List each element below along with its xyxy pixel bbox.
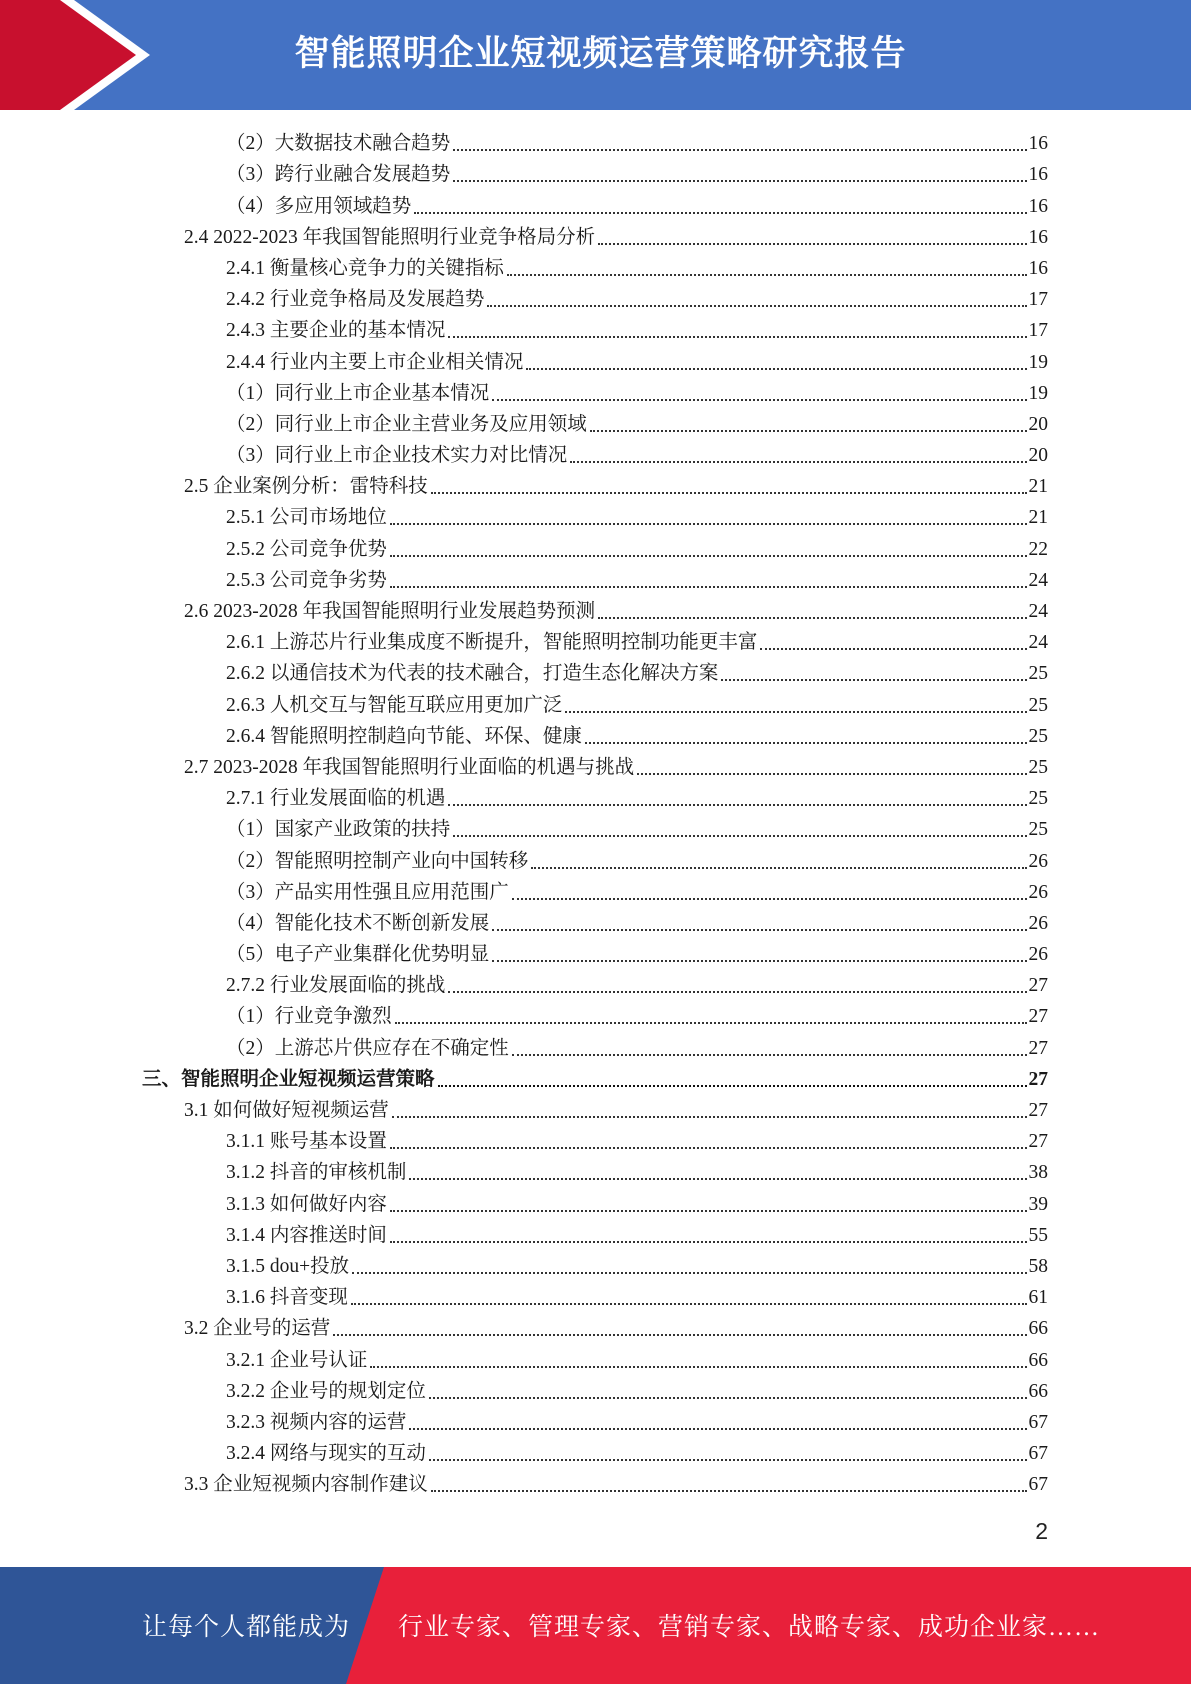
toc-dot-leader <box>453 180 1026 182</box>
toc-entry[interactable] <box>0 626 1191 657</box>
toc-dot-leader <box>351 1303 1027 1305</box>
toc-entry-label: 2.6.2 以通信技术为代表的技术融合，打造生态化解决方案 <box>226 663 719 685</box>
toc-dot-leader <box>531 867 1026 869</box>
table-of-contents <box>0 127 1191 1499</box>
toc-dot-leader <box>429 1459 1027 1461</box>
toc-entry-label: 2.4 2022-2023 年我国智能照明行业竞争格局分析 <box>184 226 596 248</box>
toc-entry-page: 25 <box>1028 663 1048 685</box>
toc-entry-label: 2.7 2023-2028 年我国智能照明行业面临的机遇与挑战 <box>184 756 635 778</box>
toc-dot-leader <box>448 336 1026 338</box>
toc-entry-page: 67 <box>1028 1474 1048 1496</box>
toc-entry[interactable] <box>0 1281 1191 1312</box>
toc-entry-page: 27 <box>1028 1131 1048 1153</box>
toc-entry-label: （1）同行业上市企业基本情况 <box>226 382 490 404</box>
toc-dot-leader <box>409 1178 1026 1180</box>
toc-entry-page: 25 <box>1028 756 1048 778</box>
toc-entry-page: 16 <box>1028 164 1048 186</box>
toc-entry[interactable] <box>0 408 1191 439</box>
toc-entry[interactable] <box>0 189 1191 220</box>
footer-slogan-right: 行业专家、管理专家、营销专家、战略专家、成功企业家…… <box>398 1614 1101 1641</box>
toc-entry-page: 67 <box>1028 1411 1048 1433</box>
toc-entry-label: 3.2.2 企业号的规划定位 <box>226 1380 426 1402</box>
toc-entry[interactable] <box>0 1000 1191 1031</box>
toc-entry[interactable] <box>0 876 1191 907</box>
toc-dot-leader <box>414 212 1026 214</box>
toc-dot-leader <box>598 243 1026 245</box>
toc-entry[interactable] <box>0 1219 1191 1250</box>
toc-entry-label: 2.4.1 衡量核心竞争力的关键指标 <box>226 257 504 279</box>
toc-entry-label: （2）智能照明控制产业向中国转移 <box>226 850 529 872</box>
toc-entry[interactable] <box>0 1343 1191 1374</box>
toc-dot-leader <box>507 274 1027 276</box>
toc-entry-label: 3.2.4 网络与现实的互动 <box>226 1443 426 1465</box>
toc-entry-page: 58 <box>1028 1255 1048 1277</box>
toc-dot-leader <box>395 1022 1027 1024</box>
toc-entry[interactable] <box>0 314 1191 345</box>
toc-entry[interactable] <box>0 595 1191 626</box>
toc-entry-label: 三、智能照明企业短视频运营策略 <box>142 1068 435 1090</box>
toc-entry-page: 27 <box>1028 1100 1048 1121</box>
toc-entry-page: 26 <box>1028 944 1048 966</box>
toc-entry[interactable] <box>0 1406 1191 1437</box>
toc-entry-label: 2.5 企业案例分析：雷特科技 <box>184 476 428 498</box>
toc-entry[interactable] <box>0 470 1191 501</box>
toc-entry-label: （4）多应用领域趋势 <box>226 195 412 217</box>
toc-dot-leader <box>453 835 1026 837</box>
toc-dot-leader <box>370 1366 1026 1368</box>
footer-slogan-left: 让每个人都能成为 <box>142 1614 351 1641</box>
toc-entry-label: （2）上游芯片供应存在不确定性 <box>226 1037 509 1059</box>
toc-dot-leader <box>390 586 1027 588</box>
toc-entry-page: 22 <box>1028 538 1048 560</box>
toc-entry[interactable] <box>0 564 1191 595</box>
toc-entry-page: 19 <box>1028 382 1048 404</box>
toc-entry-label: （2）同行业上市企业主营业务及应用领域 <box>226 413 587 435</box>
toc-dot-leader <box>431 1490 1027 1492</box>
toc-entry[interactable] <box>0 127 1191 158</box>
toc-dot-leader <box>565 711 1026 713</box>
toc-entry-page: 67 <box>1028 1443 1048 1465</box>
toc-entry[interactable] <box>0 688 1191 719</box>
toc-entry-label: 3.2 企业号的运营 <box>184 1318 331 1340</box>
toc-entry[interactable] <box>0 158 1191 189</box>
toc-entry-page: 24 <box>1028 601 1048 622</box>
toc-entry-label: （5）电子产业集群化优势明显 <box>226 944 490 966</box>
toc-entry[interactable] <box>0 1094 1191 1125</box>
toc-entry[interactable] <box>0 1063 1191 1094</box>
toc-entry[interactable] <box>0 907 1191 938</box>
page-footer <box>0 1567 1191 1684</box>
toc-entry[interactable] <box>0 1437 1191 1468</box>
toc-entry[interactable] <box>0 1031 1191 1062</box>
toc-dot-leader <box>448 804 1026 806</box>
page-number: 2 <box>1035 1518 1048 1544</box>
toc-entry-label: 3.2.1 企业号认证 <box>226 1349 368 1371</box>
toc-entry-label: （3）跨行业融合发展趋势 <box>226 164 451 186</box>
toc-dot-leader <box>760 648 1026 650</box>
toc-entry[interactable] <box>0 501 1191 532</box>
toc-entry[interactable] <box>0 221 1191 252</box>
toc-entry-label: （1）国家产业政策的扶持 <box>226 819 451 841</box>
toc-entry[interactable] <box>0 782 1191 813</box>
toc-entry-label: （4）智能化技术不断创新发展 <box>226 912 490 934</box>
toc-entry-label: 2.6.4 智能照明控制趋向节能、环保、健康 <box>226 725 582 747</box>
toc-entry[interactable] <box>0 969 1191 1000</box>
chevron-arrow-icon <box>0 0 160 110</box>
toc-entry-label: 2.6.3 人机交互与智能互联应用更加广泛 <box>226 694 563 716</box>
toc-dot-leader <box>721 679 1026 681</box>
toc-entry-page: 55 <box>1028 1224 1048 1246</box>
toc-entry-page: 21 <box>1028 476 1048 498</box>
toc-entry-page: 26 <box>1028 850 1048 872</box>
toc-entry[interactable] <box>0 252 1191 283</box>
toc-entry-label: 2.4.3 主要企业的基本情况 <box>226 320 446 342</box>
toc-entry-label: 3.1.5 dou+投放 <box>226 1255 350 1277</box>
toc-entry-label: 2.5.1 公司市场地位 <box>226 507 387 529</box>
toc-dot-leader <box>492 399 1026 401</box>
toc-entry-label: 3.1.4 内容推送时间 <box>226 1224 387 1246</box>
toc-entry-label: 3.1.3 如何做好内容 <box>226 1193 387 1215</box>
toc-entry-label: 2.6.1 上游芯片行业集成度不断提升，智能照明控制功能更丰富 <box>226 632 758 654</box>
toc-entry-page: 25 <box>1028 788 1048 810</box>
toc-entry-label: （3）同行业上市企业技术实力对比情况 <box>226 445 568 467</box>
toc-entry-page: 61 <box>1028 1287 1048 1309</box>
toc-entry-label: 2.5.2 公司竞争优势 <box>226 538 387 560</box>
toc-entry-page: 26 <box>1028 881 1048 903</box>
page-header <box>0 0 1191 110</box>
toc-entry-page: 27 <box>1028 1006 1048 1028</box>
toc-entry[interactable] <box>0 657 1191 688</box>
report-title: 智能照明企业短视频运营策略研究报告 <box>294 34 907 74</box>
toc-entry[interactable] <box>0 1156 1191 1187</box>
toc-entry[interactable] <box>0 532 1191 563</box>
toc-dot-leader <box>512 898 1027 900</box>
toc-entry[interactable] <box>0 813 1191 844</box>
toc-dot-leader <box>512 1054 1027 1056</box>
toc-entry-page: 24 <box>1028 569 1048 591</box>
toc-entry-page: 25 <box>1028 694 1048 716</box>
toc-entry-label: 2.5.3 公司竞争劣势 <box>226 569 387 591</box>
toc-entry-label: 2.6 2023-2028 年我国智能照明行业发展趋势预测 <box>184 601 596 622</box>
toc-entry-page: 25 <box>1028 725 1048 747</box>
toc-entry[interactable] <box>0 1125 1191 1156</box>
toc-entry-label: 3.3 企业短视频内容制作建议 <box>184 1474 428 1496</box>
toc-entry[interactable] <box>0 844 1191 875</box>
toc-entry-page: 66 <box>1028 1380 1048 1402</box>
toc-dot-leader <box>390 523 1027 525</box>
toc-dot-leader <box>333 1334 1026 1336</box>
toc-entry-page: 17 <box>1028 289 1048 311</box>
toc-entry-page: 25 <box>1028 819 1048 841</box>
toc-entry[interactable] <box>0 1312 1191 1343</box>
toc-entry-page: 16 <box>1028 226 1048 248</box>
toc-dot-leader <box>453 149 1026 151</box>
toc-dot-leader <box>492 960 1026 962</box>
toc-dot-leader <box>526 368 1026 370</box>
toc-dot-leader <box>352 1272 1026 1274</box>
toc-dot-leader <box>390 1210 1027 1212</box>
toc-dot-leader <box>637 773 1026 775</box>
toc-entry[interactable] <box>0 938 1191 969</box>
toc-dot-leader <box>492 929 1026 931</box>
toc-dot-leader <box>429 1397 1027 1399</box>
toc-entry-page: 20 <box>1028 413 1048 435</box>
toc-entry-page: 24 <box>1028 632 1048 654</box>
toc-entry-label: 2.4.2 行业竞争格局及发展趋势 <box>226 289 485 311</box>
toc-dot-leader <box>431 492 1027 494</box>
toc-dot-leader <box>585 742 1027 744</box>
toc-entry[interactable] <box>0 1250 1191 1281</box>
toc-entry[interactable] <box>0 1375 1191 1406</box>
toc-entry-page: 16 <box>1028 257 1048 279</box>
toc-entry[interactable] <box>0 1468 1191 1499</box>
toc-entry-label: 3.1.1 账号基本设置 <box>226 1131 387 1153</box>
toc-dot-leader <box>409 1428 1026 1430</box>
toc-dot-leader <box>392 1116 1027 1118</box>
toc-entry-page: 66 <box>1028 1318 1048 1340</box>
toc-entry[interactable] <box>0 377 1191 408</box>
toc-dot-leader <box>438 1085 1027 1087</box>
toc-entry-page: 17 <box>1028 320 1048 342</box>
toc-entry-label: 2.7.1 行业发展面临的机遇 <box>226 788 446 810</box>
toc-entry-page: 39 <box>1028 1193 1048 1215</box>
toc-dot-leader <box>570 461 1026 463</box>
toc-dot-leader <box>448 991 1026 993</box>
toc-dot-leader <box>598 617 1026 619</box>
toc-entry-page: 27 <box>1028 975 1048 997</box>
toc-entry-page: 26 <box>1028 912 1048 934</box>
toc-entry-page: 16 <box>1028 195 1048 217</box>
toc-dot-leader <box>590 430 1027 432</box>
toc-entry[interactable] <box>0 751 1191 782</box>
toc-entry-label: 2.7.2 行业发展面临的挑战 <box>226 975 446 997</box>
toc-entry-page: 20 <box>1028 445 1048 467</box>
toc-entry[interactable] <box>0 439 1191 470</box>
toc-entry-page: 16 <box>1028 133 1048 155</box>
toc-entry-page: 66 <box>1028 1349 1048 1371</box>
toc-dot-leader <box>390 1241 1027 1243</box>
toc-entry-page: 21 <box>1028 507 1048 529</box>
toc-dot-leader <box>487 305 1026 307</box>
toc-entry-page: 19 <box>1028 351 1048 373</box>
toc-entry-page: 27 <box>1028 1068 1048 1090</box>
toc-dot-leader <box>390 555 1027 557</box>
toc-entry-label: 3.1 如何做好短视频运营 <box>184 1100 389 1121</box>
toc-entry-page: 27 <box>1028 1037 1048 1059</box>
toc-entry-page: 38 <box>1028 1162 1048 1184</box>
toc-dot-leader <box>390 1147 1027 1149</box>
toc-entry[interactable] <box>0 720 1191 751</box>
toc-entry-label: 3.1.2 抖音的审核机制 <box>226 1162 407 1184</box>
toc-entry-label: （1）行业竞争激烈 <box>226 1006 392 1028</box>
toc-entry-label: 3.2.3 视频内容的运营 <box>226 1411 407 1433</box>
toc-entry-label: （3）产品实用性强且应用范围广 <box>226 881 509 903</box>
toc-entry[interactable] <box>0 283 1191 314</box>
toc-entry-label: （2）大数据技术融合趋势 <box>226 133 451 155</box>
toc-entry-label: 3.1.6 抖音变现 <box>226 1287 348 1309</box>
toc-entry[interactable] <box>0 1187 1191 1218</box>
toc-entry-label: 2.4.4 行业内主要上市企业相关情况 <box>226 351 524 373</box>
toc-entry[interactable] <box>0 345 1191 376</box>
